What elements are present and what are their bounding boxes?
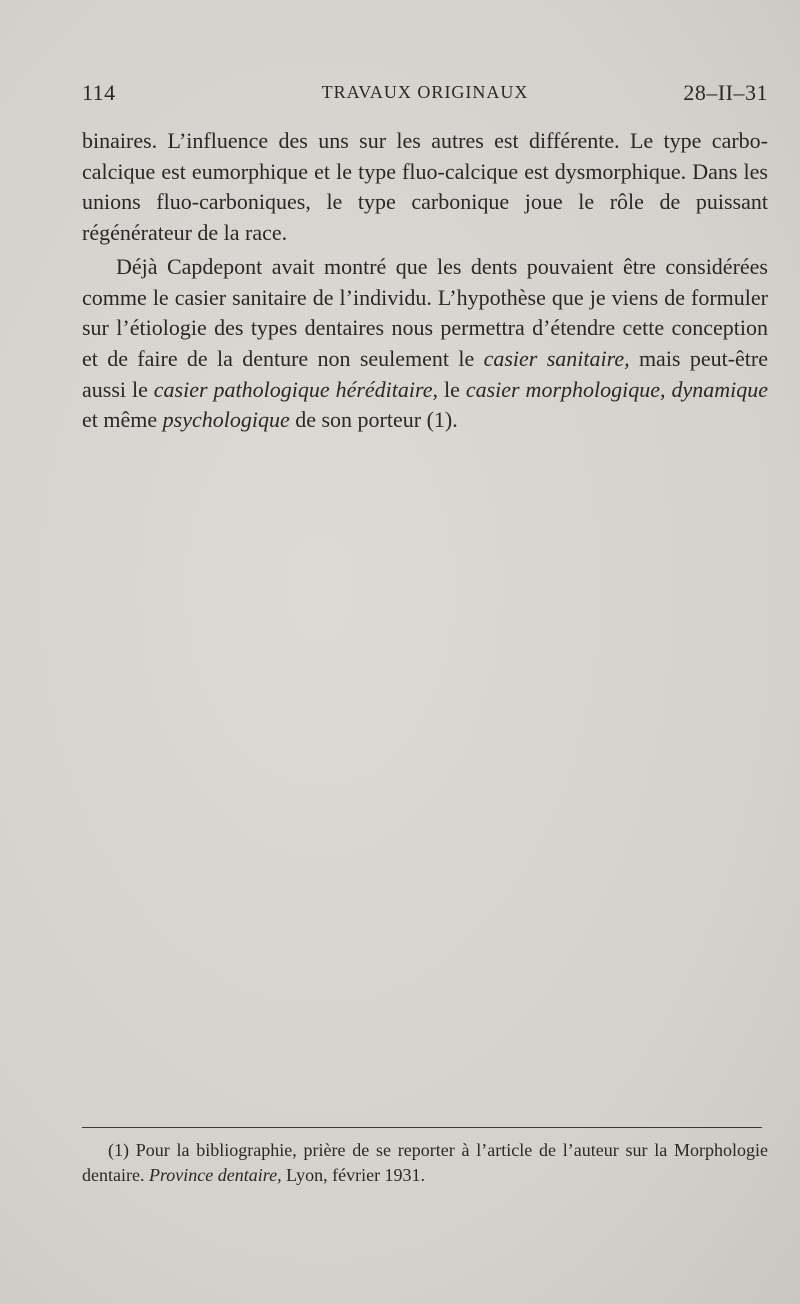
issue-date: 28–II–31 <box>683 80 768 105</box>
body-text <box>82 126 768 436</box>
footnote-start: (1) Pour la bibliographie, prière de se reporter à l’article de l’auteur sur la Morphologie dentaire. <box>82 1140 768 1185</box>
italic-casier-sanitaire: casier sanitaire, <box>483 345 630 371</box>
italic-casier-pathologique: casier pathologique héréditaire, <box>153 376 439 402</box>
footnote-end: Lyon, février 1931. <box>281 1165 426 1185</box>
footnote-italic-journal: Province dentaire, <box>148 1165 282 1185</box>
page-number: 114 <box>82 80 116 105</box>
bleed-through-texture <box>100 420 760 1120</box>
italic-casier-morphologique: casier morphologique, dynamique <box>465 376 768 402</box>
footnote-text <box>82 1138 768 1188</box>
page-header <box>82 80 768 110</box>
paragraph-2 <box>82 252 768 436</box>
running-title: TRAVAUX ORIGINAUX <box>321 82 529 102</box>
p2-end: de son porteur (1). <box>289 407 458 433</box>
paragraph-1: binaires. L’influence des uns sur les autres est différente. Le type carbo-calcique est eumorphique et le type fluo-calcique est dysmorphique. Dans les unions fluo-carboniques, le type carbonique joue le rôle de puissant régénérateur de la race. <box>82 128 768 246</box>
p2-mid-3: et même <box>82 407 163 433</box>
italic-psychologique: psychologique <box>162 407 290 433</box>
footnote-rule <box>82 1127 762 1128</box>
p2-mid-2: le <box>438 376 466 402</box>
footnote <box>82 1138 768 1188</box>
p2-start: Déjà Capdepont avait montré que les dents pouvaient être considérées comme le casier sanitaire de l’individu. L’hypothèse que je viens de formuler sur l’étiologie des types dentaires nous permettra d’étendre cette conception et de faire de la denture non seulement le <box>82 253 768 371</box>
p2-mid-1: mais peut-être aussi le <box>82 345 768 402</box>
